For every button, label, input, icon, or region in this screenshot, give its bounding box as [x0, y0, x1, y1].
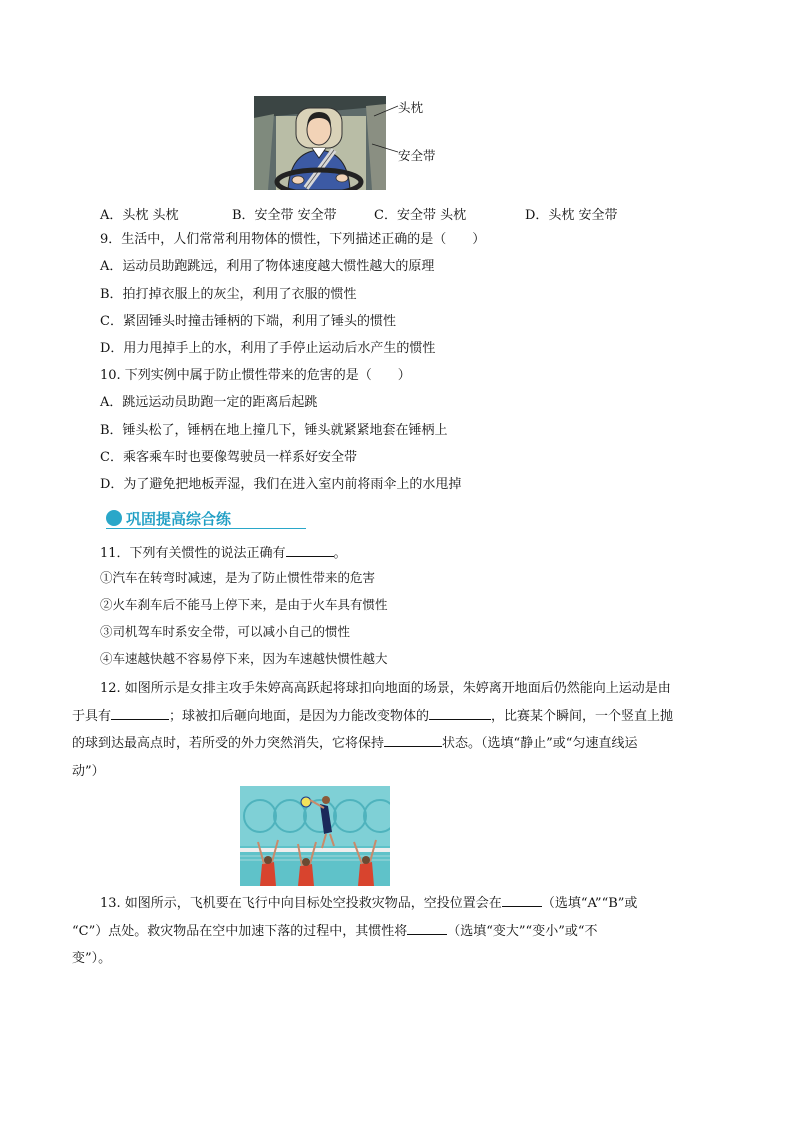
q13-text	[72, 890, 716, 973]
q11-stem-end: 。	[333, 546, 347, 561]
q12-line-3-a: 的球到达最高点时，若所受的外力突然消失，它将保持	[72, 736, 385, 751]
q13-blank-1[interactable]	[502, 892, 542, 907]
q12-line-4: 动”）	[72, 763, 105, 779]
q9-option-a: A．运动员助跑跳远，利用了物体速度越大惯性越大的原理	[100, 259, 435, 274]
q11-answer-blank[interactable]	[286, 542, 334, 557]
q12-line-2-c: ，比赛某个瞬间，一个竖直上抛	[491, 708, 674, 724]
q12-blank-3[interactable]	[384, 732, 442, 747]
q13-line-2	[72, 918, 716, 946]
q11-item-3: ③司机驾车时系安全带，可以减小自己的惯性	[100, 624, 351, 639]
q9-stem: 9．生活中，人们常常利用物体的惯性，下列描述正确的是（ ）	[100, 232, 486, 247]
q11-stem	[100, 542, 347, 563]
q13-blank-2[interactable]	[407, 920, 447, 935]
q10-stem: 10. 下列实例中属于防止惯性带来的危害的是（ ）	[100, 368, 411, 383]
q13-line-1-b: （选填“A”“B”或	[541, 896, 638, 911]
q8-options	[100, 204, 660, 222]
q9-option-b: B．拍打掉衣服上的灰尘，利用了衣服的惯性	[100, 287, 357, 302]
driver-seatbelt-illustration	[254, 96, 386, 190]
q11-item-1: ①汽车在转弯时减速，是为了防止惯性带来的危害	[100, 570, 376, 585]
q8-option-a: A．头枕 头枕	[100, 208, 179, 223]
figure1-leader-lines	[370, 100, 400, 160]
q12-line-3-b: 状态。（选填“静止”或“匀速直线运	[442, 736, 638, 751]
q8-option-c: C．安全带 头枕	[374, 208, 467, 223]
q13-line-3: 变”）。	[72, 951, 112, 966]
q9-option-c: C．紧固锤头时撞击锤柄的下端，利用了锤头的惯性	[100, 314, 396, 329]
q13-line-1-a: 13. 如图所示，飞机要在飞行中向目标处空投救灾物品，空投位置会在	[100, 896, 502, 911]
section-header	[106, 508, 306, 529]
q9-option-d: D．用力甩掉手上的水，利用了手停止运动后水产生的惯性	[100, 341, 436, 356]
q10-option-b: B．锤头松了，锤柄在地上撞几下，锤头就紧紧地套在锤柄上	[100, 423, 448, 438]
q11-stem-text: 11．下列有关惯性的说法正确有	[100, 546, 286, 561]
section-bullet-icon	[106, 510, 122, 526]
q12-line-2	[72, 703, 716, 731]
q12-line-2-b: ；球被扣后砸向地面，是因为力能改变物体的	[169, 708, 430, 724]
volleyball-spike-photo	[240, 786, 390, 886]
q12-line-3	[72, 730, 716, 758]
section-title: 巩固提高综合练	[126, 510, 232, 528]
q12-line-1: 12. 如图所示是女排主攻手朱婷高高跃起将球扣向地面的场景，朱婷离开地面后仍然能向上运动是由	[100, 681, 671, 696]
headrest-label: 头枕	[398, 100, 424, 115]
q8-option-d: D．头枕 安全带	[525, 208, 618, 223]
q12-line-2-a: 于具有	[72, 708, 112, 724]
q10-option-c: C．乘客乘车时也要像驾驶员一样系好安全带	[100, 450, 357, 465]
q12-text	[72, 675, 716, 785]
q13-line-2-b: （选填“变大”“变小”或“不	[447, 923, 598, 939]
q13-line-1	[72, 890, 716, 918]
q10-option-a: A．跳远运动员助跑一定的距离后起跳	[100, 395, 318, 410]
q11-item-4: ④车速越快越不容易停下来，因为车速越快惯性越大	[100, 651, 388, 666]
q11-item-2: ②火车刹车后不能马上停下来，是由于火车具有惯性	[100, 597, 388, 612]
q8-option-b: B．安全带 安全带	[232, 208, 337, 223]
q10-option-d: D．为了避免把地板弄湿，我们在进入室内前将雨伞上的水甩掉	[100, 477, 462, 492]
q12-blank-2[interactable]	[429, 705, 491, 720]
seatbelt-label: 安全带	[398, 148, 436, 163]
q12-blank-1[interactable]	[111, 705, 169, 720]
q13-line-2-a: “C”）点处。救灾物品在空中加速下落的过程中，其惯性将	[72, 923, 408, 939]
